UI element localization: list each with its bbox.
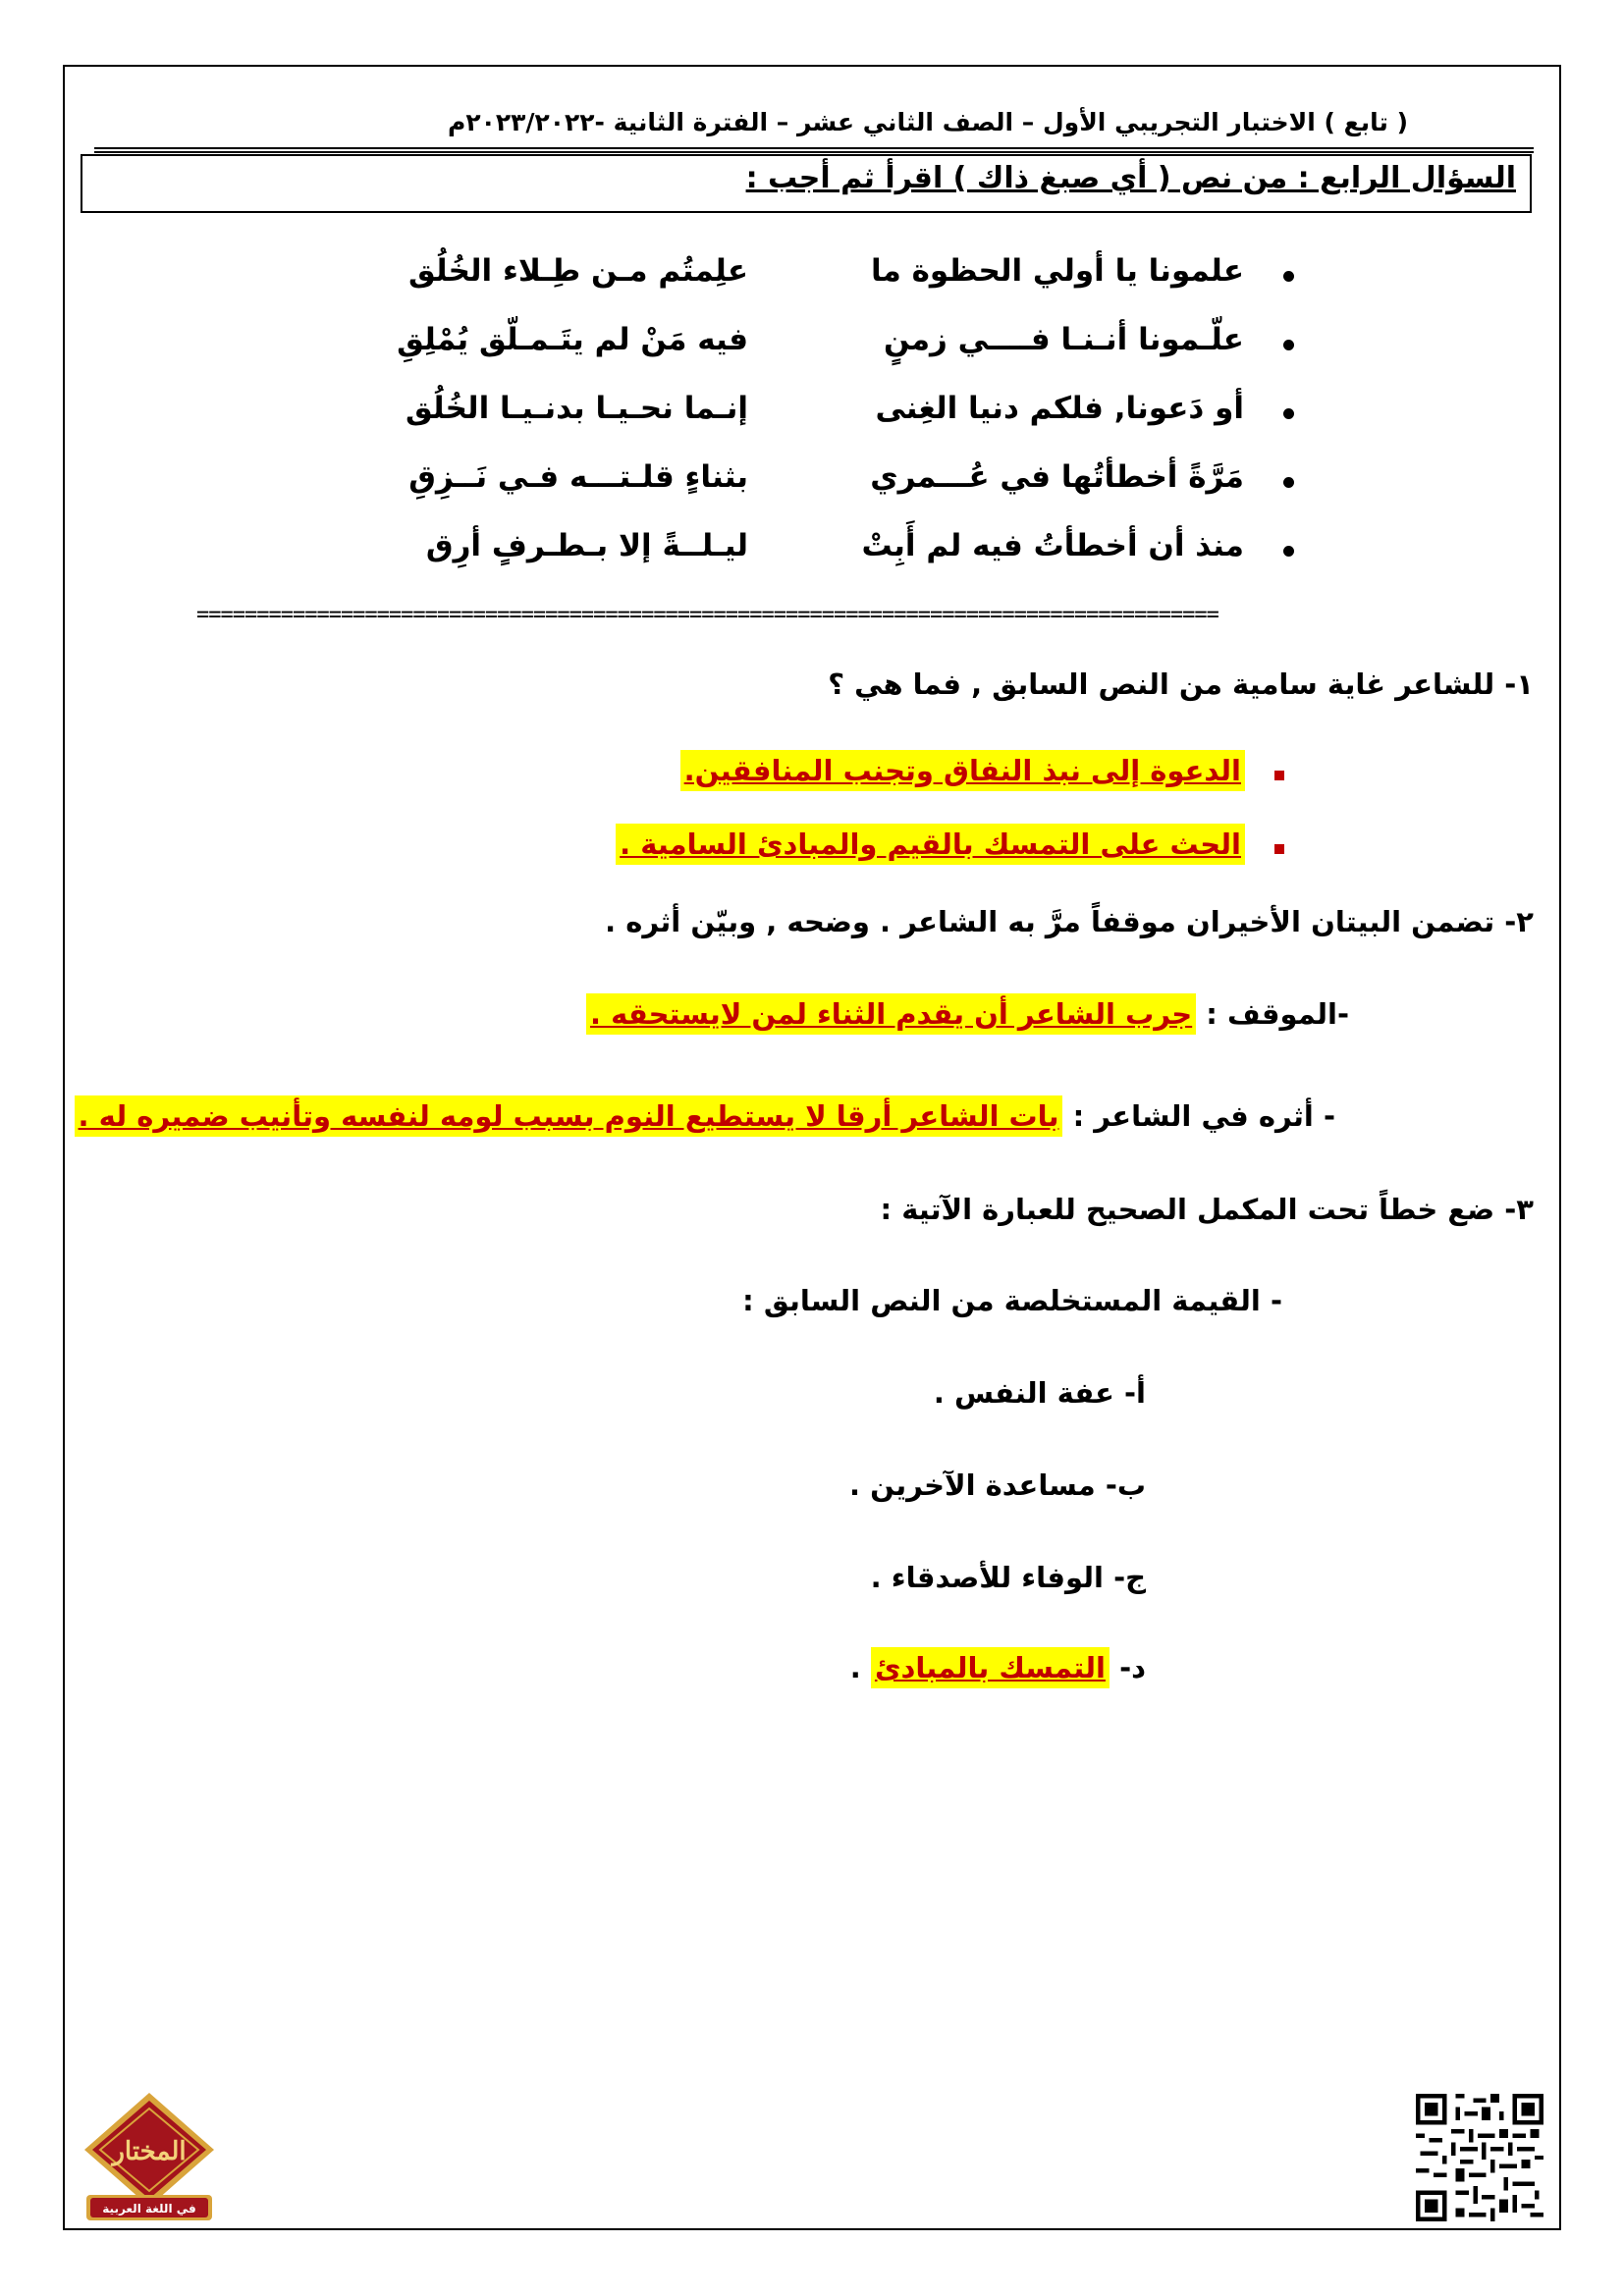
q3-option-d-prefix: د- bbox=[1119, 1651, 1146, 1684]
square-bullet-icon bbox=[1274, 771, 1284, 780]
verse-4-second: بثناءٍ قلـتـــه فـي نَــزِقِ bbox=[408, 459, 748, 495]
q2-effect bbox=[75, 1099, 1335, 1133]
q1-answer-1-text: الدعوة إلى نبذ النفاق وتجنب المنافقين. bbox=[680, 750, 1245, 791]
q1-answer-2 bbox=[616, 828, 1245, 861]
logo-main-text: المختار bbox=[112, 2137, 187, 2166]
verse-5-first: منذ أن أخطأتُ فيه لم أَبِتْ bbox=[861, 528, 1244, 563]
q2-effect-label: - أثره في الشاعر : bbox=[1072, 1099, 1335, 1133]
q1-answer-1 bbox=[680, 754, 1245, 787]
qr-code-icon[interactable] bbox=[1416, 2094, 1543, 2221]
verse-1-second: علِمتُم مـن طِـلاء الخُلُق bbox=[407, 253, 748, 289]
q3-stem: - القيمة المستخلصة من النص السابق : bbox=[742, 1284, 1282, 1317]
header-rule-top bbox=[94, 147, 1534, 149]
exam-header: ( تابع ) الاختبار التجريبي الأول – الصف الثاني عشر – الفترة الثانية -٢٠٢٣/٢٠٢٢م bbox=[448, 108, 1408, 136]
bullet-icon bbox=[1283, 271, 1294, 282]
bullet-icon bbox=[1283, 340, 1294, 350]
q1-text: ١- للشاعر غاية سامية من النص السابق , فما هي ؟ bbox=[828, 667, 1534, 701]
q3-option-d-suffix: . bbox=[849, 1651, 861, 1684]
verse-3-first: أو دَعونا, فلكم دنيا الغِنى bbox=[875, 391, 1244, 426]
q2-effect-answer: بات الشاعر أرقا لا يستطيع النوم بسبب لومه لنفسه وتأنيب ضميره له . bbox=[75, 1095, 1063, 1137]
verse-3-second: إنـما نحـيـا بدنـيـا الخُلُق bbox=[405, 391, 748, 426]
verse-5-second: ليـلــةً إلا بـطـرفٍ أرِق bbox=[425, 528, 748, 563]
q3-option-a: أ- عفة النفس . bbox=[933, 1376, 1146, 1410]
question-title: السؤال الرابع : من نص ( أي صبغ ذاك ) اقرأ ثم أجب : bbox=[745, 161, 1516, 195]
q3-text: ٣- ضع خطاً تحت المكمل الصحيح للعبارة الآتية : bbox=[880, 1193, 1534, 1226]
q2-situation-label: -الموقف : bbox=[1206, 997, 1349, 1031]
q3-option-b: ب- مساعدة الآخرين . bbox=[849, 1468, 1146, 1502]
page-border bbox=[63, 65, 1561, 2230]
q2-situation-answer: جرب الشاعر أن يقدم الثناء لمن لايستحقه . bbox=[586, 993, 1196, 1035]
verse-2-second: فيه مَنْ لم يتَـمـلّق يُمْلِقِ bbox=[397, 322, 748, 357]
verse-1-first: علمونا يا أولي الحظوة ما bbox=[870, 253, 1244, 289]
logo-emblem-icon bbox=[77, 2089, 222, 2226]
q1-answer-2-text: الحث على التمسك بالقيم والمبادئ السامية . bbox=[616, 824, 1245, 865]
logo-sub-text: في اللغة العربية bbox=[102, 2202, 196, 2216]
q3-option-c: ج- الوفاء للأصدقاء . bbox=[870, 1561, 1146, 1594]
q3-option-d bbox=[850, 1651, 1146, 1684]
header-rule-bottom bbox=[94, 151, 1534, 153]
verse-2-first: علّـمونا أنـنـا فــــي زمنٍ bbox=[883, 322, 1244, 357]
verse-4-first: مَرَّةً أخطأتُها في عُـــمري bbox=[870, 459, 1244, 495]
bullet-icon bbox=[1283, 408, 1294, 419]
square-bullet-icon bbox=[1274, 844, 1284, 854]
q2-text: ٢- تضمن البيتان الأخيران موقفاً مرَّ به الشاعر . وضحه , وبيّن أثره . bbox=[605, 905, 1534, 938]
q2-situation bbox=[586, 997, 1349, 1031]
bullet-icon bbox=[1283, 477, 1294, 488]
section-separator: ===================================================================================== bbox=[196, 603, 1218, 627]
q3-option-d-answer: التمسك بالمبادئ bbox=[871, 1647, 1110, 1688]
bullet-icon bbox=[1283, 546, 1294, 557]
brand-logo bbox=[77, 2089, 222, 2226]
